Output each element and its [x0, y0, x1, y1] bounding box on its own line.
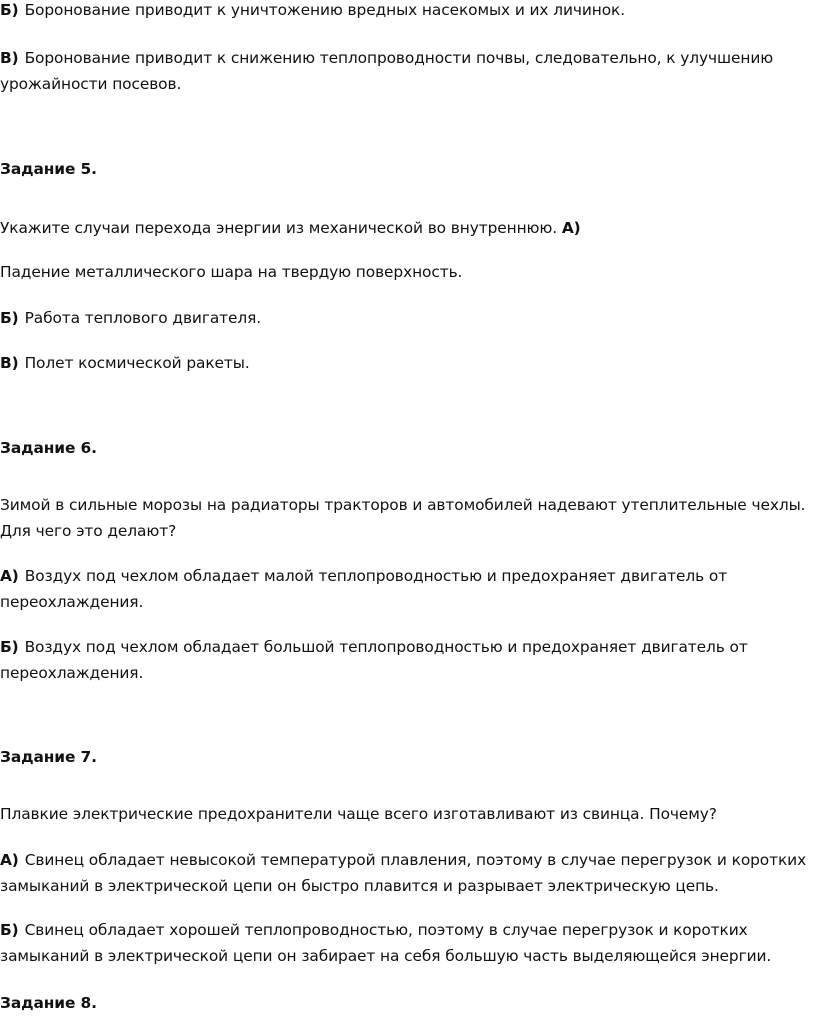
- option-text: Воздух под чехлом обладает малой теплопроводностью и предохраняет двигатель от: [24, 567, 728, 585]
- task-5-option-b: [0, 305, 812, 331]
- option-label: Б): [0, 309, 19, 327]
- option-b-line: [0, 0, 812, 23]
- option-c-line-2: [0, 71, 812, 97]
- option-c-line: [0, 45, 812, 71]
- task-7-question: Плавкие электрические предохранители чаще всего изготавливают из свинца. Почему?: [0, 805, 717, 823]
- task-5-option-c: [0, 350, 812, 376]
- option-label: А): [561, 219, 581, 237]
- option-text: Полет космической ракеты.: [24, 354, 250, 372]
- task-7-option-b: [0, 917, 812, 943]
- option-label: В): [0, 354, 19, 372]
- option-label: А): [0, 851, 19, 869]
- option-text: Воздух под чехлом обладает большой теплопроводностью и предохраняет двигатель от: [24, 638, 748, 656]
- task-6-title: Задание 6.: [0, 439, 97, 457]
- task-7-title: Задание 7.: [0, 748, 97, 766]
- option-label: Б): [0, 638, 19, 656]
- task-5-option-a: Падение металлического шара на твердую поверхность.: [0, 263, 463, 281]
- option-text: Боронование приводит к уничтожению вредных насекомых и их личинок.: [24, 1, 626, 19]
- task-6-option-a: [0, 563, 812, 589]
- task-5-title: Задание 5.: [0, 160, 97, 178]
- task-5-question: [0, 215, 812, 241]
- option-label: Б): [0, 921, 19, 939]
- task-6-option-a-line-2: переохлаждения.: [0, 593, 144, 611]
- task-6-question-line-2: Для чего это делают?: [0, 522, 177, 540]
- task-7-option-a-line-2: замыканий в электрической цепи он быстро плавится и разрывает электрическую цепь.: [0, 877, 719, 895]
- option-label: В): [0, 49, 19, 67]
- task-7-option-b-line-2: замыканий в электрической цепи он забирает на себя большую часть выделяющейся энергии.: [0, 947, 772, 965]
- task-6-question-line-1: Зимой в сильные морозы на радиаторы тракторов и автомобилей надевают утеплительные чехлы.: [0, 496, 806, 514]
- option-text: урожайности посевов.: [0, 75, 182, 93]
- task-6-option-b-line-2: переохлаждения.: [0, 664, 144, 682]
- task-8-title: Задание 8.: [0, 994, 97, 1012]
- option-text: Свинец обладает невысокой температурой плавления, поэтому в случае перегрузок и коротких: [24, 851, 807, 869]
- option-label: Б): [0, 1, 19, 19]
- task-6-option-b: [0, 634, 812, 660]
- option-label: А): [0, 567, 19, 585]
- option-text: Работа теплового двигателя.: [24, 309, 262, 327]
- option-text: Свинец обладает хорошей теплопроводностью, поэтому в случае перегрузок и коротких: [24, 921, 748, 939]
- question-text: Укажите случаи перехода энергии из механической во внутреннюю.: [0, 219, 558, 237]
- option-text: Боронование приводит к снижению теплопроводности почвы, следовательно, к улучшению: [24, 49, 774, 67]
- task-7-option-a: [0, 847, 812, 873]
